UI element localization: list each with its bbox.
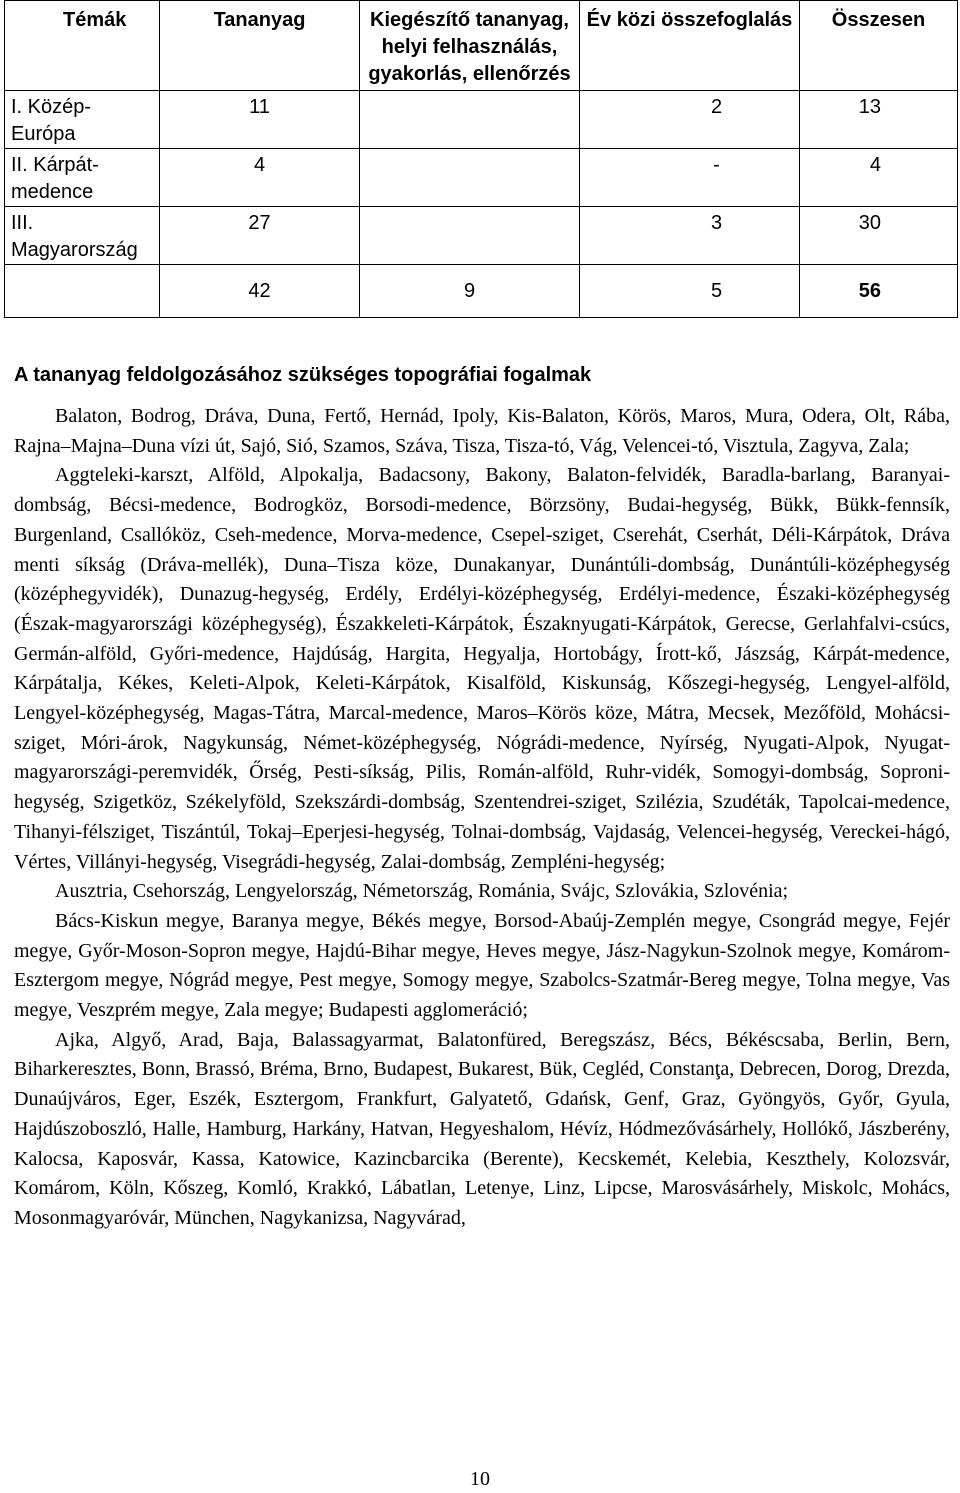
table-header-row (5, 1, 958, 91)
kiegeszito-total-cell: 9 (360, 265, 580, 318)
header-cell-osszesen: Összesen (800, 1, 958, 91)
osszesen-total-cell: 56 (800, 265, 958, 318)
table-row (5, 149, 958, 207)
kiegeszito-cell (360, 149, 580, 207)
page-number: 10 (470, 1468, 490, 1490)
header-cell-temak: Témák (5, 1, 160, 91)
hours-table (4, 0, 958, 318)
kiegeszito-cell (360, 91, 580, 149)
paragraph-countries: Ausztria, Csehország, Lengyelország, Németország, Románia, Svájc, Szlovákia, Szlovénia; (55, 880, 789, 903)
section-heading: A tananyag feldolgozásához szükséges topográfiai fogalmak (14, 364, 592, 386)
kiegeszito-cell (360, 207, 580, 265)
paragraph-regions: Aggteleki-karszt, Alföld, Alpokalja, Badacsony, Bakony, Balaton-felvidék, Baradla-barlang, Baranyai-dombság, Bécsi-medence, Bodrogköz, Borsodi-medence, Börzsöny, Budai-hegység, Bükk, Bükk-fennsík, Burgenland, Csallóköz, Cseh-medence, Morva-medence, Csepel-sziget, Cserehát, Cserhát, Déli-Kárpátok, Dráva menti síkság (Dráva-mellék), Duna–Tisza köze, Dunakanyar, Dunántúli-dombság, Dunántúli-középhegység (középhegyvidék), Dunazug-hegység, Erdély, Erdélyi-középhegység, Erdélyi-medence, Északi-középhegység (Észak-magyarországi középhegység), Északkeleti-Kárpátok, Északnyugati-Kárpátok, Gerecse, Gerlahfalvi-csúcs, Germán-alföld, Győri-medence, Hajdúság, Hargita, Hegyalja, Hortobágy, Írott-kő, Jászság, Kárpát-medence, Kárpátalja, Kékes, Keleti-Alpok, Keleti-Kárpátok, Kisalföld, Kiskunság, Kőszegi-hegység, Lengyel-alföld, Lengyel-középhegység, Magas-Tátra, Marcal-medence, Maros–Körös köze, Mátra, Mecsek, Mezőföld, Mohácsi-sziget, Móri-árok, Nagykunság, Német-középhegység, Nógrádi-medence, Nyírség, Nyugati-Alpok, Nyugat-magyarországi-peremvidék, Őrség, Pesti-síkság, Pilis, Román-alföld, Ruhr-vidék, Somogyi-dombság, Soproni-hegység, Szigetköz, Székelyföld, Szekszárdi-dombság, Szentendrei-sziget, Szilézia, Szudéták, Tapolcai-medence, Tihanyi-félsziget, Tiszántúl, Tokaj–Eperjesi-hegység, Tolnai-dombság, Vajdaság, Velencei-hegység, Vereckei-hágó, Vértes, Villányi-hegység, Visegrádi-hegység, Zalai-dombság, Zempléni-hegység; (14, 464, 950, 873)
osszesen-cell: 4 (800, 149, 958, 207)
osszefoglalas-cell: 3 (580, 207, 800, 265)
osszefoglalas-total-cell: 5 (580, 265, 800, 318)
osszesen-cell: 13 (800, 91, 958, 149)
table-row (5, 91, 958, 149)
header-cell-tananyag: Tananyag (160, 1, 360, 91)
topography-terms (14, 402, 950, 1234)
topic-cell: I. Közép-Európa (5, 91, 160, 149)
tananyag-total-cell: 42 (160, 265, 360, 318)
topic-cell: III. Magyarország (5, 207, 160, 265)
header-cell-kiegeszito: Kiegészítő tananyag, helyi felhasználás, gyakorlás, ellenőrzés (360, 1, 580, 91)
tananyag-cell: 4 (160, 149, 360, 207)
osszefoglalas-cell: 2 (580, 91, 800, 149)
topic-cell (5, 265, 160, 318)
paragraph-cities: Ajka, Algyő, Arad, Baja, Balassagyarmat, Balatonfüred, Beregszász, Bécs, Békéscsaba, Berlin, Bern, Biharkeresztes, Bonn, Brassó, Bréma, Brno, Budapest, Bukarest, Bük, Cegléd, Constanţa, Debrecen, Dorog, Drezda, Dunaújváros, Eger, Eszék, Esztergom, Frankfurt, Galyatető, Gdańsk, Genf, Graz, Gyöngyös, Győr, Gyula, Hajdúszoboszló, Halle, Hamburg, Harkány, Hatvan, Hegyeshalom, Hévíz, Hódmezővásárhely, Hollókő, Jászberény, Kalocsa, Kaposvár, Kassa, Katowice, Kazincbarcika (Berente), Kecskemét, Kelebia, Keszthely, Kolozsvár, Komárom, Köln, Kőszeg, Komló, Krakkó, Lábatlan, Letenye, Linz, Lipcse, Marosvásárhely, Miskolc, Mohács, Mosonmagyaróvár, München, Nagykanizsa, Nagyvárad, (14, 1028, 950, 1229)
table-total-row (5, 265, 958, 318)
paragraph-waters: Balaton, Bodrog, Dráva, Duna, Fertő, Hernád, Ipoly, Kis-Balaton, Körös, Maros, Mura, Odera, Olt, Rába, Rajna–Majna–Duna vízi út, Sajó, Sió, Szamos, Száva, Tisza, Tisza-tó, Vág, Velencei-tó, Visztula, Zagyva, Zala; (14, 405, 950, 457)
osszesen-cell: 30 (800, 207, 958, 265)
tananyag-cell: 27 (160, 207, 360, 265)
tananyag-cell: 11 (160, 91, 360, 149)
table-row (5, 207, 958, 265)
paragraph-counties: Bács-Kiskun megye, Baranya megye, Békés megye, Borsod-Abaúj-Zemplén megye, Csongrád megye, Fejér megye, Győr-Moson-Sopron megye, Hajdú-Bihar megye, Heves megye, Jász-Nagykun-Szolnok megye, Komárom-Esztergom megye, Nógrád megye, Pest megye, Somogy megye, Szabolcs-Szatmár-Bereg megye, Tolna megye, Vas megye, Veszprém megye, Zala megye; Budapesti agglomeráció; (14, 909, 950, 1022)
header-cell-osszefoglalas: Év közi összefoglalás (580, 1, 800, 91)
topic-cell: II. Kárpát-medence (5, 149, 160, 207)
osszefoglalas-cell: - (580, 149, 800, 207)
